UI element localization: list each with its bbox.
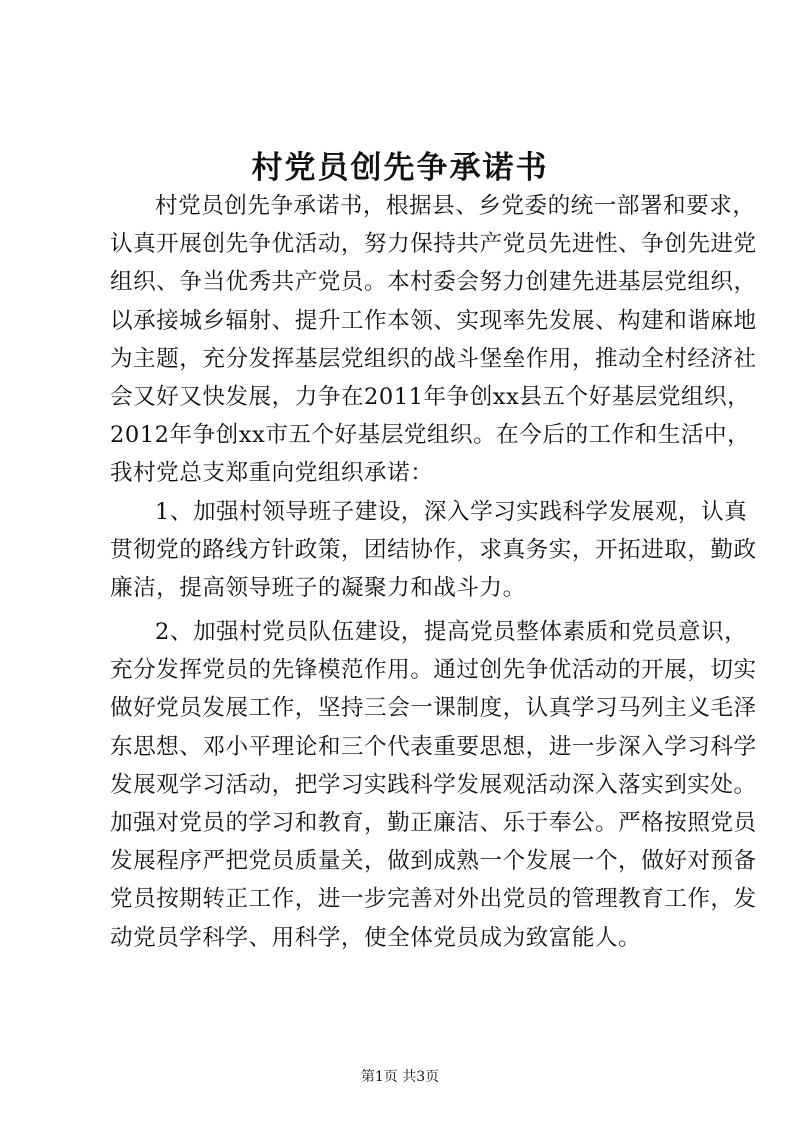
text-line: 2、加强村党员队伍建设，提高党员整体素质和党员意识， <box>155 619 748 646</box>
text-line: 为主题，充分发挥基层党组织的战斗堡垒作用，推动全村经济社 <box>110 345 757 372</box>
text-line: 以承接城乡辐射、提升工作本领、实现率先发展、构建和谐麻地 <box>110 307 757 334</box>
text-line: 做好党员发展工作，坚持三会一课制度，认真学习马列主义毛泽 <box>110 695 757 722</box>
page-number: 第1页 共3页 <box>360 1069 440 1085</box>
paragraph-commitment-2 <box>110 613 757 957</box>
text-line: 发展程序严把党员质量关，做到成熟一个发展一个，做好对预备 <box>110 848 757 875</box>
document-body <box>110 187 757 957</box>
text-line: 发展观学习活动，把学习实践科学发展观活动深入落实到实处。 <box>110 771 757 798</box>
text-line: 我村党总支郑重向党组织承诺： <box>110 460 434 487</box>
text-line: 加强对党员的学习和教育，勤正廉洁、乐于奉公。严格按照党员 <box>110 810 757 836</box>
text-line: 充分发挥党员的先锋模范作用。通过创先争优活动的开展，切实 <box>110 657 757 684</box>
text-line: 1、加强村领导班子建设，深入学习实践科学发展观，认真 <box>155 498 748 525</box>
text-line: 会又好又快发展，力争在2011年争创xx县五个好基层党组织， <box>110 383 751 410</box>
paragraph-intro <box>110 187 757 493</box>
text-line: 组织、争当优秀共产党员。本村委会努力创建先进基层党组织， <box>110 269 757 296</box>
text-line: 认真开展创先争优活动，努力保持共产党员先进性、争创先进党 <box>110 231 757 258</box>
text-line: 东思想、邓小平理论和三个代表重要思想，进一步深入学习科学 <box>110 733 757 760</box>
text-line: 廉洁，提高领导班子的凝聚力和战斗力。 <box>110 574 526 601</box>
text-line: 动党员学科学、用科学，使全体党员成为致富能人。 <box>110 924 642 951</box>
text-line: 贯彻党的路线方针政策，团结协作，求真务实，开拓进取，勤政 <box>110 536 757 563</box>
text-line: 2012年争创xx市五个好基层党组织。在今后的工作和生活中， <box>110 422 751 449</box>
paragraph-commitment-1 <box>110 493 757 608</box>
document-title: 村党员创先争承诺书 <box>251 150 549 186</box>
text-line: 党员按期转正工作，进一步完善对外出党员的管理教育工作，发 <box>110 886 757 913</box>
text-line: 村党员创先争承诺书，根据县、乡党委的统一部署和要求， <box>155 193 756 219</box>
